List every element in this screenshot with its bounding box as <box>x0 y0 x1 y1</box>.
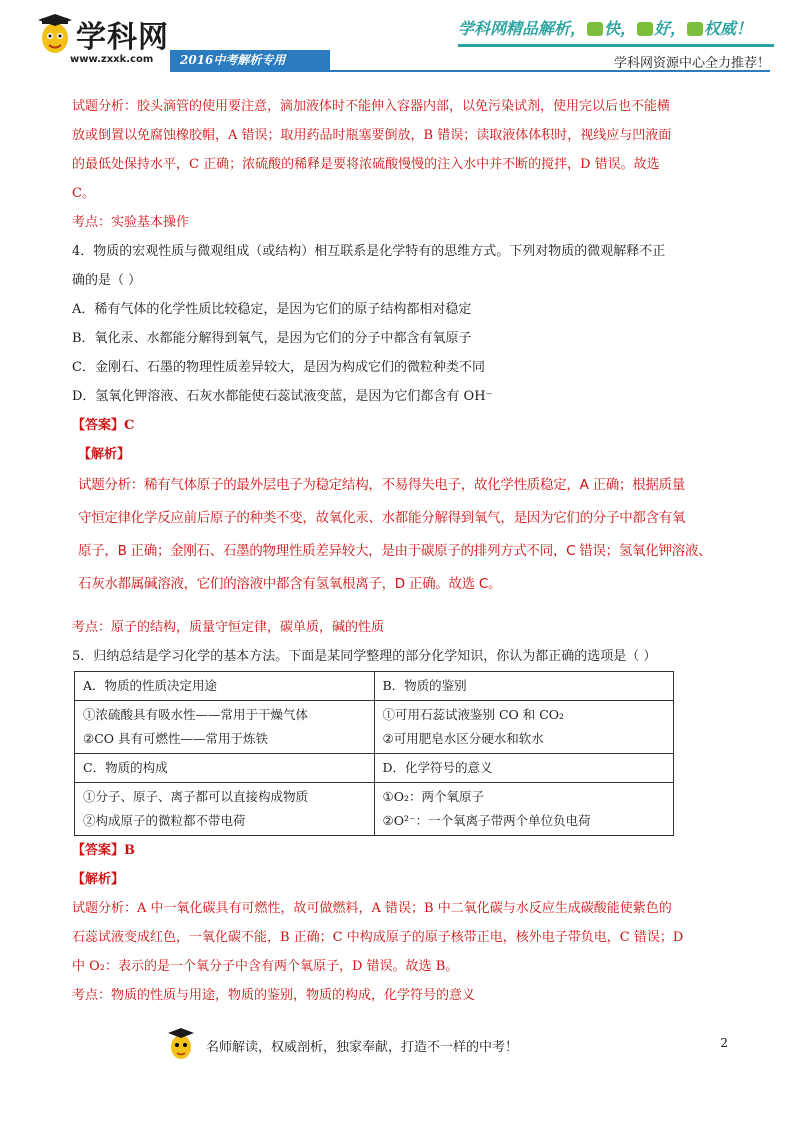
table-cell: ①分子、原子、离子都可以直接构成物质 ②构成原子的微粒都不带电荷 <box>75 783 375 836</box>
logo-url: www.zxxk.com <box>70 54 154 65</box>
q5-analysis-line: 中 O₂：表示的是一个氧分子中含有两个氧原子，D 错误。故选 B。 <box>72 959 459 974</box>
page-content <box>72 92 736 1010</box>
q3-analysis-line: C。 <box>72 186 95 201</box>
table-cell: ①浓硫酸具有吸水性——常用于干燥气体 ②CO 具有可燃性——常用于炼铁 <box>75 701 375 754</box>
thumbs-up-icon <box>587 22 603 36</box>
q3-analysis-line: 的最低处保持水平，C 正确；浓硫酸的稀释是要将浓硫酸慢慢的注入水中并不断的搅拌，D 错误。故选 <box>72 157 660 172</box>
q4-option: D．氢氧化钾溶液、石灰水都能使石蕊试液变蓝，是因为它们都含有 OH⁻ <box>72 389 493 404</box>
q4-stem-line: 确的是（ ） <box>72 273 142 288</box>
q4-stem-line: 4．物质的宏观性质与微观组成（或结构）相互联系是化学特有的思维方式。下列对物质的微观解释不正 <box>72 244 666 259</box>
table-cell: B．物质的鉴别 <box>374 672 674 701</box>
mascot-logo-icon <box>38 14 72 58</box>
table-cell: C．物质的构成 <box>75 754 375 783</box>
q5-analysis-line: 石蕊试液变成红色，一氧化碳不能，B 正确；C 中构成原子的原子核带正电，核外电子带负电，C 错误；D <box>72 930 684 945</box>
table-row <box>75 754 674 783</box>
slogan-part: 快， <box>604 19 637 38</box>
q4-analysis-block <box>78 469 736 601</box>
slogan <box>458 16 778 39</box>
q3-analysis-line: 放或倒置以免腐蚀橡胶帽，A 错误；取用药品时瓶塞要倒放，B 错误；读取液体体积时，视线应与凹液面 <box>72 128 672 143</box>
recommend-text: 学科网资源中心全力推荐！ <box>613 56 770 71</box>
q4-analysis-line: 原子，B 正确；金刚石、石墨的物理性质差异较大，是由于碳原子的排列方式不同，C 错误；氢氧化钾溶液、 <box>78 543 712 559</box>
table-cell: D．化学符号的意义 <box>374 754 674 783</box>
footer-slogan: 名师解读，权威剖析，独家奉献，打造不一样的中考！ <box>206 1040 519 1055</box>
slogan-part: 学科网精品解析， <box>458 19 587 38</box>
thumbs-up-icon <box>687 22 703 36</box>
q3-analysis-line: 试题分析：胶头滴管的使用要注意，滴加液体时不能伸入容器内部，以免污染试剂，使用完以后也不能横 <box>72 99 671 114</box>
q5-stem: 5．归纳总结是学习化学的基本方法。下面是某同学整理的部分化学知识，你认为都正确的选项是（ ） <box>72 649 657 664</box>
page-number: 2 <box>720 1036 728 1050</box>
table-row <box>75 783 674 836</box>
slogan-underline <box>458 44 774 47</box>
q5-kaodian: 考点：物质的性质与用途，物质的鉴别，物质的构成，化学符号的意义 <box>72 988 476 1003</box>
table-cell: A．物质的性质决定用途 <box>75 672 375 701</box>
slogan-part: 权威！ <box>704 19 753 38</box>
q4-analysis-line: 试题分析：稀有气体原子的最外层电子为稳定结构，不易得失电子，故化学性质稳定，A 正确；根据质量 <box>78 477 685 493</box>
q4-analysis-label: 【解析】 <box>78 447 131 462</box>
q4-option: B．氧化汞、水都能分解得到氧气，是因为它们的分子中都含有氧原子 <box>72 331 472 346</box>
q4-kaodian: 考点：原子的结构，质量守恒定律，碳单质，碱的性质 <box>72 620 385 635</box>
q5-answer: 【答案】B <box>72 843 135 858</box>
thumbs-up-icon <box>637 22 653 36</box>
q4-analysis-line: 石灰水都属碱溶液，它们的溶液中都含有氢氧根离子，D 正确。故选 C。 <box>78 576 502 592</box>
edition-banner: 2016中考解析专用 <box>170 50 330 70</box>
page-header <box>0 0 800 82</box>
slogan-part: 好， <box>654 19 687 38</box>
q5-analysis-label: 【解析】 <box>72 872 125 887</box>
table-row <box>75 701 674 754</box>
q3-kaodian: 考点：实验基本操作 <box>72 215 190 230</box>
q4-analysis-line: 守恒定律化学反应前后原子的种类不变，故氧化汞、水都能分解得到氧气，是因为它们的分子中都含有氧 <box>78 510 686 526</box>
q5-analysis-line: 试题分析：A 中一氧化碳具有可燃性，故可做燃料，A 错误；B 中二氧化碳与水反应生成碳酸能使紫色的 <box>72 901 672 916</box>
mascot-footer-icon <box>168 1028 194 1062</box>
logo-text: 学科网 <box>76 20 169 55</box>
table-cell: ①O₂：两个氧原子 ②O²⁻：一个氧离子带两个单位负电荷 <box>374 783 674 836</box>
q4-option: A．稀有气体的化学性质比较稳定，是因为它们的原子结构都相对稳定 <box>72 302 472 317</box>
q4-answer: 【答案】C <box>72 418 135 433</box>
table-row <box>75 672 674 701</box>
q4-option: C．金刚石、石墨的物理性质差异较大，是因为构成它们的微粒种类不同 <box>72 360 485 375</box>
table-cell: ①可用石蕊试液鉴别 CO 和 CO₂ ②可用肥皂水区分硬水和软水 <box>374 701 674 754</box>
q5-knowledge-table <box>74 671 674 836</box>
page-footer <box>0 1026 800 1066</box>
